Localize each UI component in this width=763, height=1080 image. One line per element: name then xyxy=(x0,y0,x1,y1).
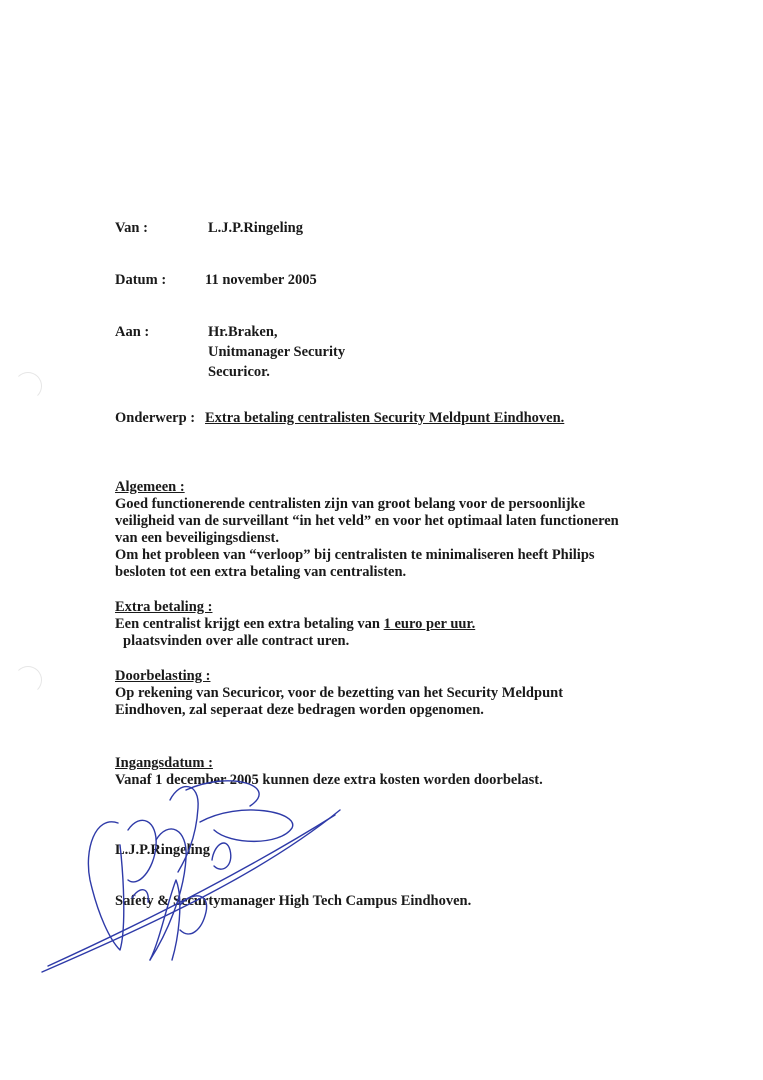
algemeen-line: besloten tot een extra betaling van centralisten. xyxy=(115,564,407,580)
algemeen-line: Goed functionerende centralisten zijn van groot belang voor de persoonlijke xyxy=(115,496,586,512)
doorbelasting-heading: Doorbelasting : xyxy=(115,668,211,684)
extra-betaling-line-2: plaatsvinden over alle contract uren. xyxy=(123,633,350,649)
algemeen-heading: Algemeen : xyxy=(115,479,185,495)
extra-betaling-prefix: Een centralist krijgt een extra betaling van xyxy=(115,616,384,632)
extra-betaling-amount: 1 euro per uur. xyxy=(383,616,476,632)
algemeen-line: van een beveiligingsdienst. xyxy=(115,530,279,546)
van-label: Van : xyxy=(115,220,148,236)
section-algemeen xyxy=(115,479,619,581)
datum-value: 11 november 2005 xyxy=(205,272,317,288)
signature-title: Safety & Securtymanager High Tech Campus Eindhoven. xyxy=(115,893,472,909)
onderwerp-value: Extra betaling centralisten Security Meldpunt Eindhoven. xyxy=(205,410,565,426)
extra-betaling-line-1 xyxy=(115,616,475,633)
section-ingangsdatum xyxy=(115,755,543,789)
section-extra-betaling xyxy=(115,599,475,650)
algemeen-line: Om het probleen van “verloop” bij centralisten te minimaliseren heeft Philips xyxy=(115,547,595,563)
onderwerp-label: Onderwerp : xyxy=(115,410,196,426)
ingangsdatum-line: Vanaf 1 december 2005 kunnen deze extra kosten worden doorbelast. xyxy=(115,772,543,788)
aan-line-3: Securicor. xyxy=(208,364,270,380)
aan-line-2: Unitmanager Security xyxy=(208,344,346,360)
algemeen-line: veiligheid van de surveillant “in het veld” en voor het optimaal laten functioneren xyxy=(115,513,619,529)
aan-line-1: Hr.Braken, xyxy=(208,324,278,340)
doorbelasting-line: Op rekening van Securicor, voor de bezetting van het Security Meldpunt xyxy=(115,685,564,701)
aan-label: Aan : xyxy=(115,324,150,340)
aan-address xyxy=(208,324,345,381)
punch-hole-mark-bottom xyxy=(14,666,42,694)
punch-hole-mark-top xyxy=(14,372,42,400)
van-value: L.J.P.Ringeling xyxy=(208,220,303,236)
ingangsdatum-heading: Ingangsdatum : xyxy=(115,755,213,771)
doorbelasting-line: Eindhoven, zal seperaat deze bedragen worden opgenomen. xyxy=(115,702,484,718)
extra-betaling-heading: Extra betaling : xyxy=(115,599,213,615)
section-doorbelasting xyxy=(115,668,563,719)
datum-label: Datum : xyxy=(115,272,167,288)
signature-name: L.J.P.Ringeling xyxy=(115,842,210,858)
